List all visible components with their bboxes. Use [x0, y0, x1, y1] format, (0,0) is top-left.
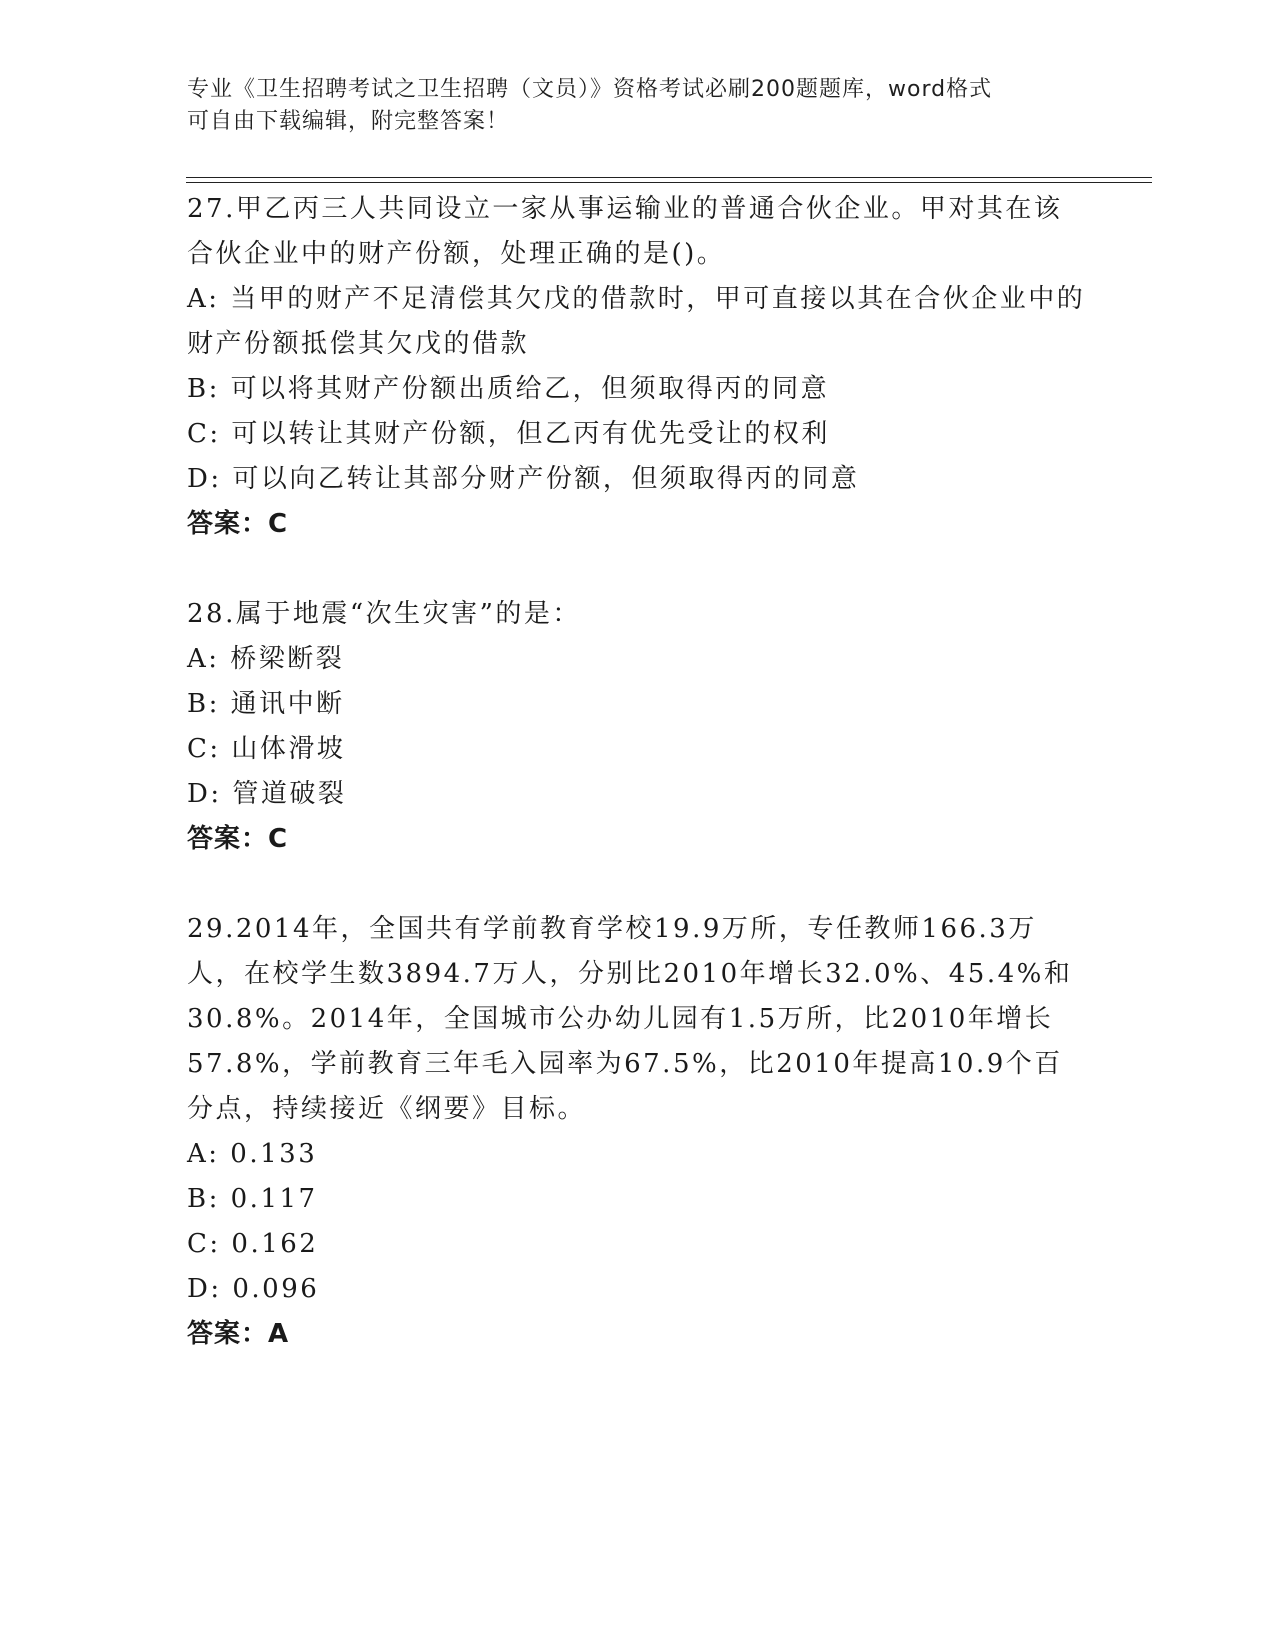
answer-line: 答案：A [187, 1319, 290, 1349]
question-text: 28.属于地震“次生灾害”的是： [187, 599, 581, 629]
question-text: 29.2014年，全国共有学前教育学校19.9万所，专任教师166.3万人，在校学生数3894.7万人，分别比2010年增长32.0%、45.4%和30.8%。2014年，全国城市公办幼儿园有1.5万所，比2010年增长57.8%，学前教育三年毛入园率为67.5%，比2010年提高10.9个百分点，持续接近《纲要》目标。 [187, 914, 1073, 1124]
question-28 [187, 592, 1087, 862]
answer-line: 答案：C [187, 824, 289, 854]
option-c: C: 可以转让其财产份额，但乙丙有优先受让的权利 [187, 419, 830, 449]
option-b: B: 可以将其财产份额出质给乙，但须取得丙的同意 [187, 374, 830, 404]
question-27 [187, 187, 1087, 547]
header-line-1: 专业《卫生招聘考试之卫生招聘（文员）》资格考试必刷200题题库，word格式 [187, 77, 993, 102]
option-a: A: 当甲的财产不足清偿其欠戊的借款时，甲可直接以其在合伙企业中的财产份额抵偿其欠戊的借款 [187, 284, 1086, 359]
option-d: D: 0.096 [187, 1274, 320, 1304]
option-b: B: 通讯中断 [187, 689, 345, 719]
option-a: A: 0.133 [187, 1139, 318, 1169]
question-text: 27.甲乙丙三人共同设立一家从事运输业的普通合伙企业。甲对其在该合伙企业中的财产份额，处理正确的是()。 [187, 194, 1063, 269]
answer-line: 答案：C [187, 509, 289, 539]
option-c: C: 山体滑坡 [187, 734, 346, 764]
header-line-2: 可自由下载编辑，附完整答案！ [187, 109, 510, 134]
question-list [187, 187, 1087, 1402]
header-divider-top [186, 177, 1152, 178]
option-c: C: 0.162 [187, 1229, 319, 1259]
option-d: D: 可以向乙转让其部分财产份额，但须取得丙的同意 [187, 464, 860, 494]
document-header [187, 74, 1067, 138]
option-b: B: 0.117 [187, 1184, 318, 1214]
question-29 [187, 907, 1087, 1357]
option-a: A: 桥梁断裂 [187, 644, 345, 674]
header-divider-bottom [186, 182, 1152, 183]
option-d: D: 管道破裂 [187, 779, 347, 809]
